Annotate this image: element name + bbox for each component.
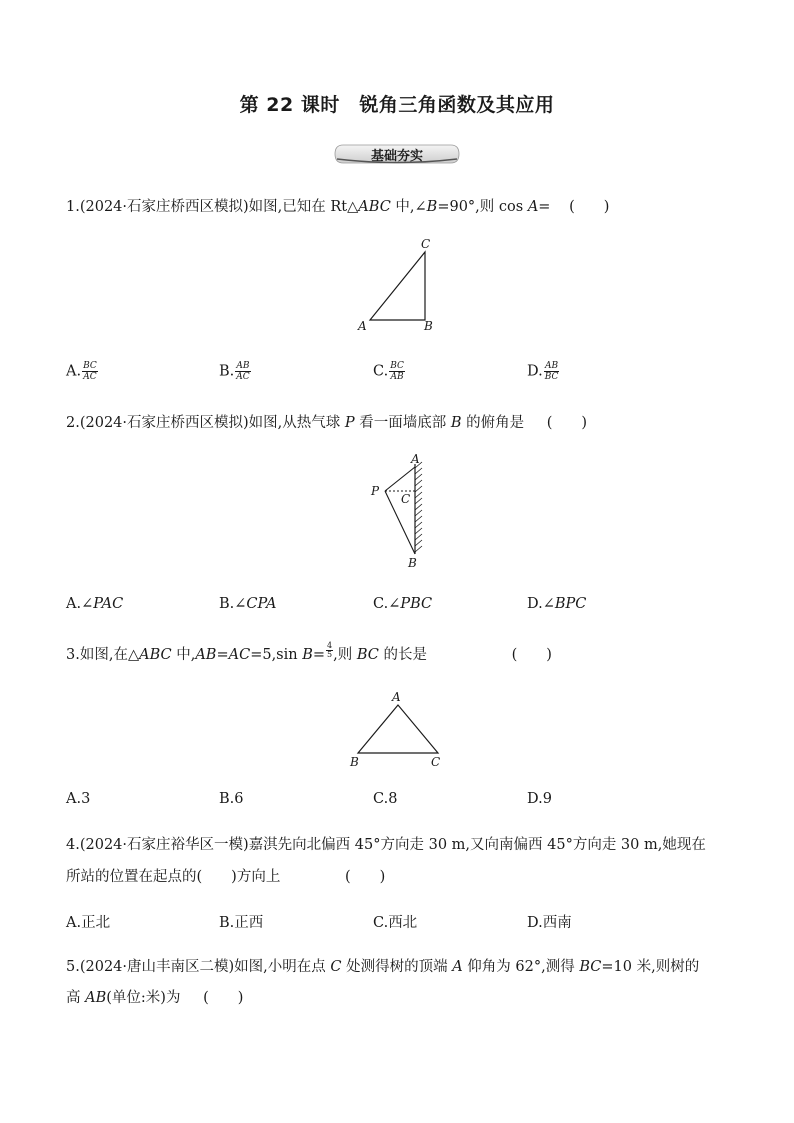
option-a[interactable] — [66, 791, 90, 807]
angle-sign: ∠ — [234, 596, 247, 612]
option-c[interactable] — [373, 911, 417, 932]
answer-paren: ( ) — [511, 647, 552, 663]
var-c: C — [330, 959, 342, 975]
option-value: 正西 — [234, 915, 264, 931]
var-abc: ABC — [139, 647, 172, 663]
question-text: =10 米,则树的 — [601, 959, 700, 975]
frac-num: AB — [236, 361, 250, 371]
answer-paren: ( ) — [203, 990, 244, 1006]
option-letter: C. — [373, 363, 389, 380]
figure-q3-isosceles-triangle — [345, 688, 450, 770]
option-d[interactable] — [527, 361, 559, 382]
var-b: B — [426, 199, 438, 215]
answer-paren: ( ) — [546, 415, 588, 431]
option-value: 9 — [542, 791, 552, 807]
option-a[interactable] — [66, 596, 123, 612]
question-text: 如图,已知在 Rt△ — [248, 199, 359, 215]
question-text: 看一面墙底部 — [354, 415, 451, 431]
frac-den: BC — [544, 372, 559, 382]
option-c[interactable] — [373, 791, 397, 807]
question-4-line-2 — [66, 862, 385, 892]
option-letter: D. — [527, 791, 543, 807]
question-number: 2. — [66, 415, 80, 431]
option-value: CPA — [246, 596, 277, 612]
option-letter: C. — [373, 791, 389, 807]
option-value: 西南 — [542, 915, 572, 931]
option-a[interactable] — [66, 911, 110, 932]
option-value: 西北 — [388, 915, 418, 931]
option-d[interactable] — [527, 911, 572, 932]
option-c[interactable] — [373, 596, 432, 612]
answer-paren: ( ) — [569, 199, 610, 215]
question-text: 如图,在△ — [79, 647, 140, 663]
question-text: = — [216, 647, 229, 663]
question-text: 的俯角是 — [461, 415, 525, 431]
vertex-label: C — [431, 755, 441, 769]
option-letter: B. — [219, 915, 235, 931]
question-text: 的长是 — [378, 647, 427, 663]
question-5 — [66, 952, 699, 982]
figure-q1-right-triangle — [350, 232, 450, 337]
option-b[interactable] — [219, 911, 263, 932]
option-b[interactable] — [219, 791, 244, 807]
question-source: (2024·石家庄裕华区一模) — [79, 837, 249, 853]
option-letter: C. — [373, 915, 389, 931]
vertex-label: A — [392, 690, 401, 704]
question-text: 中, — [171, 647, 196, 663]
question-text: 处测得树的顶端 — [341, 959, 453, 975]
vertex-label: A — [358, 319, 367, 333]
option-value: PBC — [400, 596, 433, 612]
vertex-label: B — [424, 319, 433, 333]
angle-sign: ∠ — [388, 596, 401, 612]
option-letter: C. — [373, 596, 389, 612]
question-number: 1. — [66, 199, 80, 215]
question-number: 4. — [66, 837, 80, 853]
frac-den: AC — [236, 372, 250, 382]
var-a: A — [527, 199, 539, 215]
option-letter: B. — [219, 363, 235, 380]
option-letter: B. — [219, 791, 235, 807]
vertex-label: B — [350, 755, 359, 769]
question-text: 中,∠ — [390, 199, 427, 215]
option-b[interactable] — [219, 596, 276, 612]
question-text: =5,sin — [250, 647, 303, 663]
figure-q2-balloon-wall — [365, 450, 435, 572]
question-text: 所站的位置在起点的( )方向上 — [66, 869, 281, 885]
question-text: = — [312, 647, 326, 663]
question-source: (2024·石家庄桥西区模拟) — [79, 415, 249, 431]
option-d[interactable] — [527, 596, 586, 612]
var-a: A — [452, 959, 463, 975]
var-b: B — [302, 647, 313, 663]
option-a[interactable] — [66, 361, 98, 382]
answer-paren: ( ) — [344, 869, 386, 885]
question-text: =90°,则 cos — [437, 199, 528, 215]
question-number: 3. — [66, 647, 80, 663]
var-ac: AC — [228, 647, 251, 663]
question-text: 嘉淇先向北偏西 45°方向走 30 m,又向南偏西 45°方向走 30 m,她现在 — [248, 837, 706, 853]
option-value: 3 — [81, 791, 91, 807]
var-bc: BC — [356, 647, 379, 663]
vertex-label: B — [408, 556, 417, 570]
question-text: (单位:米)为 — [106, 990, 181, 1006]
option-b[interactable] — [219, 361, 251, 382]
page-title: 第 22 课时 锐角三角函数及其应用 — [239, 94, 555, 116]
var-b: B — [450, 415, 462, 431]
question-5-line-2 — [66, 983, 243, 1013]
option-letter: D. — [527, 596, 543, 612]
frac-num: 4 — [327, 641, 333, 650]
option-letter: A. — [66, 915, 82, 931]
vertex-label: A — [411, 452, 420, 466]
option-value: 正北 — [81, 915, 111, 931]
option-d[interactable] — [527, 791, 552, 807]
question-source: (2024·石家庄桥西区模拟) — [79, 199, 249, 215]
var-ab: AB — [195, 647, 217, 663]
option-value: BPC — [554, 596, 587, 612]
question-text: 高 — [66, 990, 86, 1006]
question-2 — [66, 408, 587, 438]
question-text: 仰角为 62°,测得 — [462, 959, 580, 975]
question-4 — [66, 830, 706, 860]
option-value: 6 — [234, 791, 244, 807]
option-letter: D. — [527, 363, 543, 380]
question-1 — [66, 192, 609, 222]
angle-sign: ∠ — [81, 596, 94, 612]
question-text: 如图,从热气球 — [248, 415, 345, 431]
frac-num: BC — [83, 361, 97, 371]
var-p: P — [344, 415, 355, 431]
var-ab: AB — [85, 990, 107, 1006]
question-text: = — [538, 199, 551, 215]
option-letter: B. — [219, 596, 235, 612]
frac-den: AB — [390, 372, 404, 382]
vertex-label: C — [401, 492, 411, 506]
vertex-label: P — [371, 484, 380, 498]
option-c[interactable] — [373, 361, 405, 382]
frac-den: AC — [83, 372, 97, 382]
var-bc: BC — [579, 959, 602, 975]
option-letter: D. — [527, 915, 543, 931]
option-letter: A. — [66, 791, 82, 807]
option-value: 8 — [388, 791, 398, 807]
question-text: 如图,小明在点 — [234, 959, 331, 975]
question-3 — [66, 640, 552, 670]
frac-den: 5 — [327, 650, 333, 659]
frac-num: AB — [544, 361, 559, 371]
option-value: PAC — [93, 596, 124, 612]
section-banner — [333, 144, 461, 164]
question-source: (2024·唐山丰南区二模) — [79, 959, 235, 975]
angle-sign: ∠ — [542, 596, 555, 612]
vertex-label: C — [421, 237, 431, 251]
question-text: ,则 — [333, 647, 357, 663]
option-letter: A. — [66, 363, 82, 380]
frac-num: BC — [390, 361, 404, 371]
var-abc: ABC — [358, 199, 391, 215]
option-letter: A. — [66, 596, 82, 612]
question-number: 5. — [66, 959, 80, 975]
section-banner-label: 基础夯实 — [370, 149, 423, 164]
